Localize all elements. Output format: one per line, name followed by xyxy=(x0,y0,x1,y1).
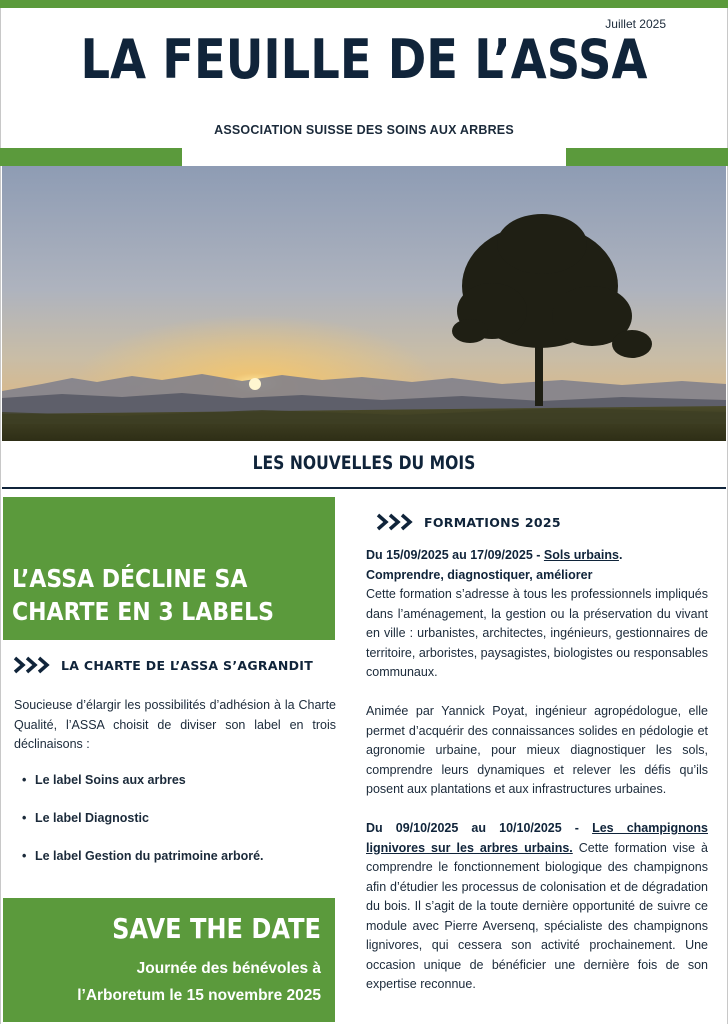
newsletter-title: LA FEUILLE DE L’ASSA xyxy=(80,28,648,91)
feature-title-line2: CHARTE EN 3 LABELS xyxy=(12,597,275,626)
accent-bar-left xyxy=(0,148,182,166)
formation-1-description: Cette formation s’adresse à tous les professionnels impliqués dans l’aménagement, la gestion ou la préservation du vivant en ville : urbanistes, architectes, ingénieurs, gestionnaires de territoire, arboristes, paysagistes, biologistes ou responsables communaux. xyxy=(366,587,708,679)
save-the-date-line2: l’Arboretum le 15 novembre 2025 xyxy=(77,987,321,1004)
charte-subheading xyxy=(13,655,313,675)
save-the-date-line1: Journée des bénévoles à xyxy=(136,960,321,977)
section-heading: LES NOUVELLES DU MOIS xyxy=(252,452,476,474)
issue-date: Juillet 2025 xyxy=(605,17,666,31)
top-accent-bar xyxy=(0,0,728,8)
newsletter-subtitle: ASSOCIATION SUISSE DES SOINS AUX ARBRES xyxy=(214,123,514,137)
labels-list xyxy=(22,771,342,885)
formation-1-dates: Du 15/09/2025 au 17/09/2025 - xyxy=(366,548,541,562)
formation-2-description: Cette formation vise à comprendre le fonctionnement biologique des champignons afin d’étudier les processus de colonisation et de dégradation du bois. Il s’agit de la toute dernière opportunité de suivre ce module avec Pierre Aversenq, spécialiste des champignons lignivores, qui cessera son activité prochainement. Une occasion unique de bénéficier une dernière fois de son expertise reconnue. xyxy=(366,840,708,991)
accent-bar-right xyxy=(566,148,728,166)
charte-subheading-label: LA CHARTE DE L’ASSA S’AGRANDIT xyxy=(61,657,314,673)
formation-1-details: Animée par Yannick Poyat, ingénieur agropédologue, elle permet d’acquérir des connaissances solides en pédologie et agronomie urbaine, pour mieux diagnostiquer les sols, comprendre leurs dynamiques et relever les défis qu’ils posent aux plantations et aux infrastructures urbaines. xyxy=(366,704,708,796)
feature-title-line1: L’ASSA DÉCLINE SA xyxy=(12,564,248,593)
formations-heading xyxy=(376,512,561,532)
formations-column xyxy=(366,546,708,1014)
formation-1-title-link[interactable]: Sols urbains xyxy=(543,548,619,562)
formation-2-dates: Du 09/10/2025 au 10/10/2025 - xyxy=(366,821,579,835)
formation-1-subtitle: Comprendre, diagnostiquer, améliorer xyxy=(366,567,593,582)
chevrons-icon xyxy=(376,512,416,532)
chevrons-icon xyxy=(13,655,53,675)
list-item: • Le label Diagnostic xyxy=(22,809,342,847)
feature-title xyxy=(12,562,294,628)
list-item: • Le label Gestion du patrimoine arboré. xyxy=(22,847,342,885)
list-item: • Le label Soins aux arbres xyxy=(22,771,342,809)
section-divider xyxy=(2,487,726,489)
formations-heading-label: FORMATIONS 2025 xyxy=(424,514,561,530)
formation-2 xyxy=(366,819,708,995)
charte-intro: Soucieuse d’élargir les possibilités d’adhésion à la Charte Qualité, l’ASSA choisit de diviser son label en trois déclinaisons : xyxy=(14,698,336,751)
save-the-date-title: SAVE THE DATE xyxy=(112,912,321,945)
sunset-tree-photo xyxy=(2,166,726,441)
save-the-date-text xyxy=(3,955,321,1009)
formation-1-intro: Du 15/09/2025 au 17/09/2025 - Sols urbains. Comprendre, diagnostiquer, améliorer Cette formation s’adresse à tous les professionnels impliqués dans l’aménagement, la gestion ou la préservation du vivant en ville : urbanistes, architectes, ingénieurs, gestionnaires de territoire, arboristes, paysagistes, biologistes ou responsables communaux. xyxy=(366,548,708,679)
formation-2-title-link[interactable]: Les champignons lignivores sur les arbres urbains. xyxy=(366,821,708,855)
